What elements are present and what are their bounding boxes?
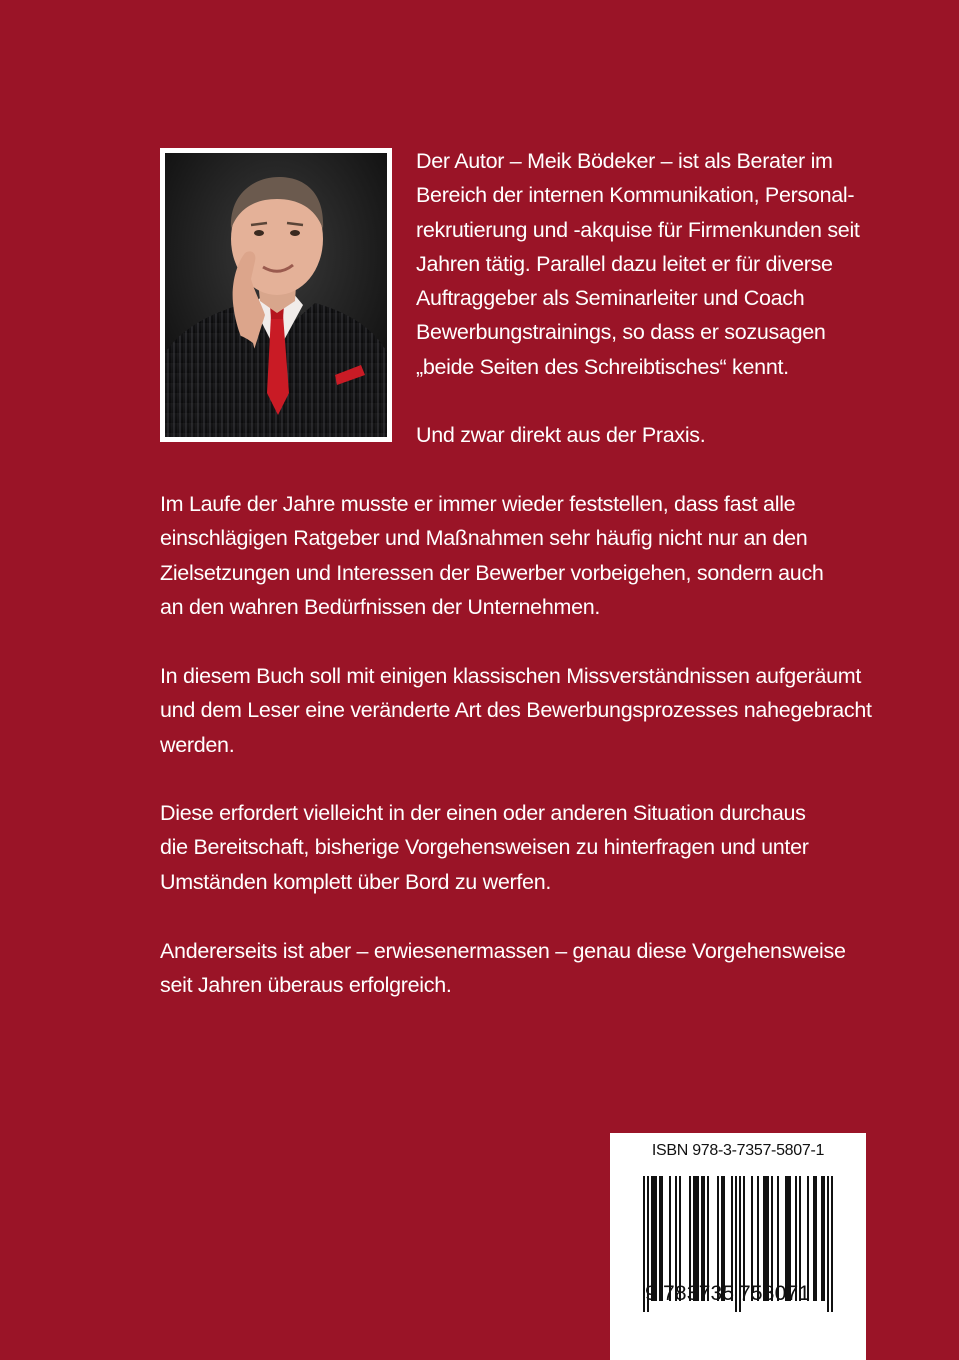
- barcode-image: [610, 1133, 866, 1360]
- barcode-bar: [659, 1176, 661, 1301]
- body-paragraph-1: [160, 487, 880, 624]
- author-photo: [160, 148, 392, 442]
- barcode-digits-right: 758071: [739, 1282, 811, 1305]
- text-line: In diesem Buch soll mit einigen klassischen Missverständnissen aufgeräumt: [160, 664, 862, 688]
- barcode-bar: [815, 1176, 817, 1301]
- text-line: Auftraggeber als Seminarleiter und Coach: [416, 286, 805, 311]
- barcode-bar: [823, 1176, 825, 1301]
- text-line: rekrutierung und -akquise für Firmenkunden seit: [416, 217, 860, 242]
- text-line: Diese erfordert vielleicht in der einen oder anderen Situation durchaus: [160, 801, 806, 825]
- text-line: einschlägigen Ratgeber und Maßnahmen sehr häufig nicht nur an den: [160, 526, 808, 551]
- body-paragraph-4: [160, 934, 880, 1003]
- author-intro-paragraph: [416, 144, 886, 384]
- text-line: und dem Leser eine veränderte Art des Bewerbungsprozesses nahegebracht: [160, 698, 872, 723]
- text-line: Bereich der internen Kommunikation, Personal-: [416, 183, 855, 208]
- text-line: Im Laufe der Jahre musste er immer wieder feststellen, dass fast alle: [160, 492, 796, 516]
- text-line: Bewerbungstrainings, so dass er sozusagen: [416, 320, 826, 345]
- isbn-barcode-box: [610, 1133, 866, 1360]
- text-line: „beide Seiten des Schreibtisches“ kennt.: [416, 354, 789, 379]
- text-line: an den wahren Bedürfnissen der Unternehmen.: [160, 594, 601, 619]
- barcode-bar: [813, 1176, 815, 1301]
- barcode-bar: [827, 1176, 829, 1312]
- text-line: die Bereitschaft, bisherige Vorgehensweisen zu hinterfragen und unter: [160, 835, 809, 860]
- text-line: Und zwar direkt aus der Praxis.: [416, 423, 706, 447]
- body-paragraph-3: [160, 796, 880, 899]
- text-line: Andererseits ist aber – erwiesenermassen – genau diese Vorgehensweise: [160, 939, 846, 963]
- barcode-bar: [821, 1176, 823, 1301]
- text-line: seit Jahren überaus erfolgreich.: [160, 973, 452, 998]
- barcode-bar: [831, 1176, 833, 1312]
- praxis-paragraph: [416, 418, 959, 452]
- text-line: werden.: [160, 732, 235, 757]
- barcode-digits-left: 783735: [663, 1282, 735, 1305]
- body-paragraph-2: [160, 659, 880, 762]
- barcode-digit-first: 9: [645, 1282, 658, 1305]
- text-line: Umständen komplett über Bord zu werfen.: [160, 869, 552, 894]
- text-line: Jahren tätig. Parallel dazu leitet er für diverse: [416, 251, 833, 276]
- text-line: Zielsetzungen und Interessen der Bewerber vorbeigehen, sondern auch: [160, 560, 824, 585]
- barcode-bar: [735, 1176, 737, 1312]
- isbn-label: ISBN 978-3-7357-5807-1: [651, 1142, 825, 1159]
- text-line: Der Autor – Meik Bödeker – ist als Berater im: [416, 149, 833, 173]
- author-portrait-image: [165, 153, 387, 437]
